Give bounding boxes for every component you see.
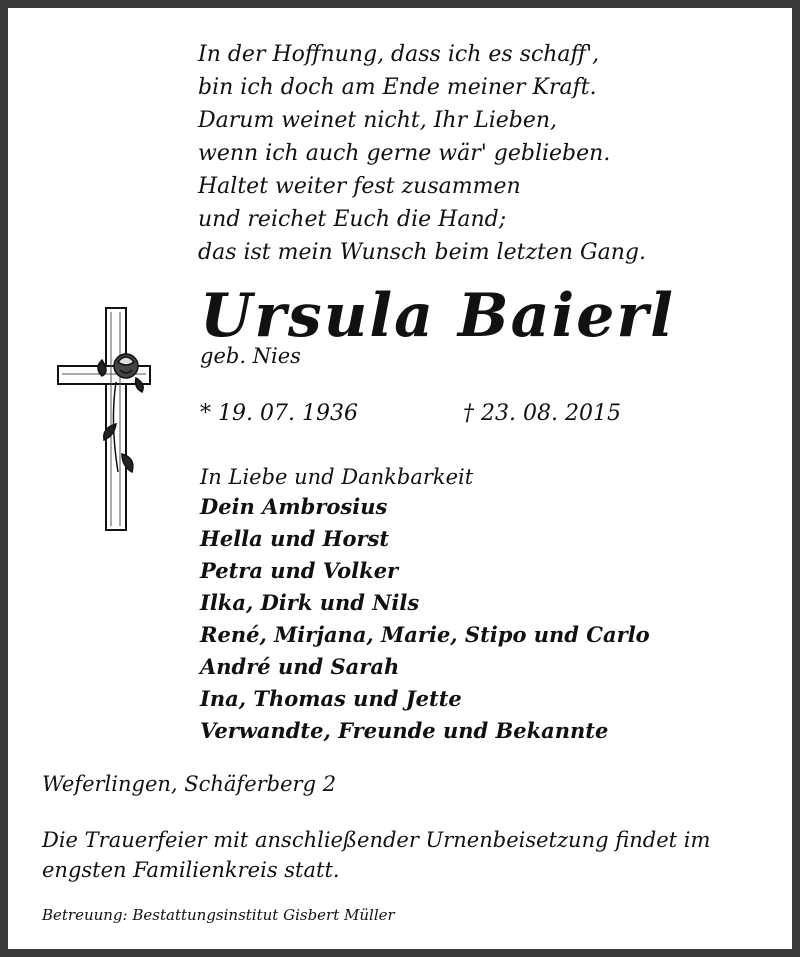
mourner-name: Ina, Thomas und Jette: [200, 686, 462, 711]
birth-date: * 19. 07. 1936: [200, 401, 358, 426]
maiden-name: geb. Nies: [200, 344, 301, 368]
poem: [198, 38, 646, 269]
mourner-name: Hella und Horst: [200, 526, 390, 551]
mourners-intro: In Liebe und Dankbarkeit: [200, 465, 474, 489]
mourner-name: Ilka, Dirk und Nils: [200, 590, 420, 615]
poem-line: bin ich doch am Ende meiner Kraft.: [198, 75, 597, 100]
poem-line: Darum weinet nicht, Ihr Lieben,: [198, 108, 558, 133]
poem-line: das ist mein Wunsch beim letzten Gang.: [198, 240, 646, 265]
poem-line: wenn ich auch gerne wär' geblieben.: [198, 141, 611, 166]
mourner-name: Verwandte, Freunde und Bekannte: [200, 718, 609, 743]
ceremony-line: Die Trauerfeier mit anschließender Urnenbeisetzung findet im: [42, 828, 711, 852]
address: Weferlingen, Schäferberg 2: [42, 772, 337, 796]
cross-with-rose-icon: [54, 304, 154, 534]
mourner-name: René, Mirjana, Marie, Stipo und Carlo: [200, 622, 650, 647]
ceremony-line: engsten Familienkreis statt.: [42, 858, 340, 882]
funeral-home-credit: Betreuung: Bestattungsinstitut Gisbert Müller: [42, 906, 395, 924]
ceremony-notice: [42, 825, 710, 885]
mourner-name: Petra und Volker: [200, 558, 399, 583]
poem-line: Haltet weiter fest zusammen: [198, 174, 521, 199]
poem-line: In der Hoffnung, dass ich es schaff',: [198, 42, 600, 67]
death-date: † 23. 08. 2015: [463, 401, 621, 426]
deceased-name: Ursula Baierl: [200, 281, 675, 351]
mourner-name: Dein Ambrosius: [200, 494, 388, 519]
mourner-name: André und Sarah: [200, 654, 400, 679]
mourners-list: [200, 491, 650, 747]
poem-line: und reichet Euch die Hand;: [198, 207, 507, 232]
